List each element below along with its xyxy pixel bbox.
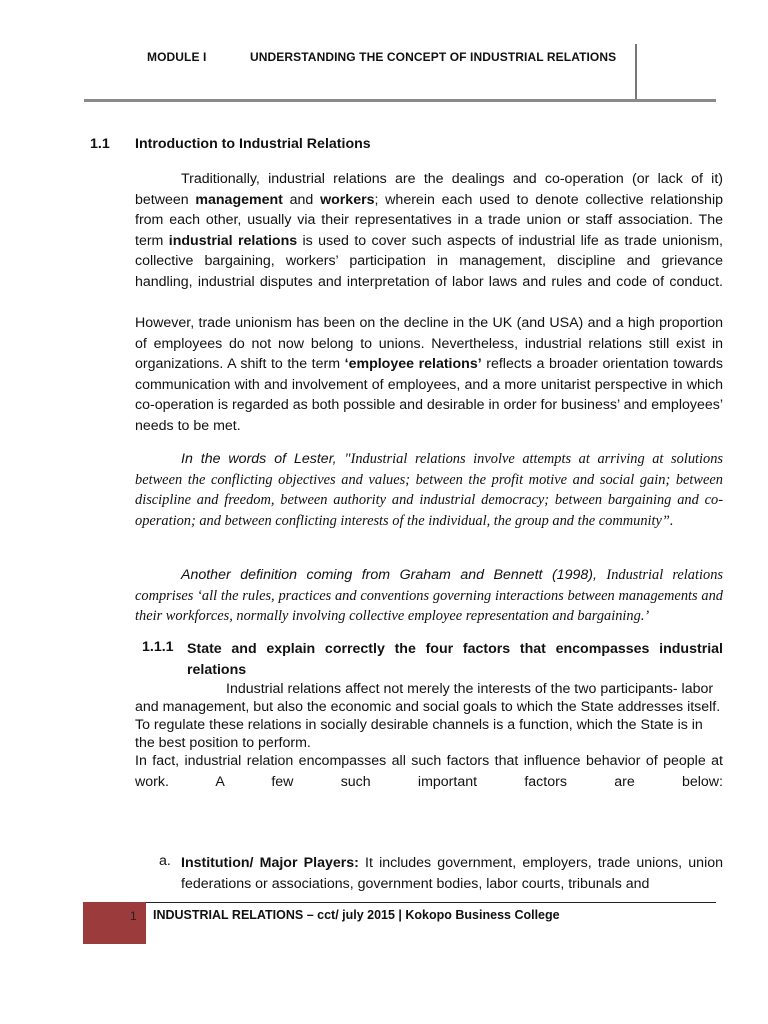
subsection-title: State and explain correctly the four factors that encompasses industrial relations: [187, 641, 723, 678]
state-role-paragraph: Industrial relations affect not merely the interests of the two participants- labor and management, but also the economic and social goals to which the State addresses itself. To regulate these relations in socially desirable channels is a function, which the State is in the best position to perform.: [135, 681, 721, 751]
list-item-text: It includes government, employers, trade unions, union federations or associations, government bodies, labor courts, tribunals and: [181, 855, 723, 892]
header-title: UNDERSTANDING THE CONCEPT OF INDUSTRIAL RELATIONS: [250, 50, 617, 64]
graham-bennett-paragraph: [135, 565, 723, 627]
section-title: Introduction to Industrial Relations: [135, 136, 371, 152]
header-vertical-divider: [635, 44, 637, 100]
footer-divider: [146, 902, 716, 903]
graham-bennett-lead: Another definition coming from Graham and Bennett (1998),: [181, 567, 607, 583]
lester-quote-lead: In the words of Lester,: [181, 451, 345, 467]
section-number: 1.1: [90, 136, 110, 152]
header-module-label: MODULE I: [147, 50, 207, 64]
lester-quote: "Industrial relations involve attempts at arriving at solutions between the conflicting objectives and values; between the profit motive and social gain; between discipline and freedom, between authority and industrial democracy; between bargaining and co-operation; and between conflicting interests of the individual, the group and the community”.: [135, 451, 723, 529]
factors-intro-paragraph: In fact, industrial relation encompasses all such factors that influence behavior of people at work. A few such important factors are below:: [135, 753, 723, 790]
lester-quote-paragraph: [135, 449, 723, 531]
footer-text: INDUSTRIAL RELATIONS – cct/ july 2015 | Kokopo Business College: [153, 908, 560, 922]
trade-union-paragraph: However, trade unionism has been on the decline in the UK (and USA) and a high proportion of employees do not now belong to unions. Nevertheless, industrial relations still exist in organizations. A shift to the term ‘employee relations’ reflects a broader orientation towards communication with and involvement of employees, and a more unitarist perspective in which co-operation is regarded as both possible and desirable in order for business’ and employees’ needs to be met.: [135, 315, 723, 434]
page-number: 1: [130, 909, 137, 923]
intro-paragraph: Traditionally, industrial relations are the dealings and co-operation (or lack of it) between management and workers; wherein each used to denote collective relationship from each other, usually via their representatives in a trade union or staff association. The term industrial relations is used to cover such aspects of industrial life as trade unionism, collective bargaining, workers’ participation in management, discipline and grievance handling, industrial disputes and interpretation of labor laws and rules and code of conduct.: [135, 171, 723, 290]
header-divider: [84, 99, 716, 102]
list-item-title: Institution/ Major Players:: [181, 855, 359, 871]
graham-bennett-quote: Industrial relations comprises ‘all the rules, practices and conventions governing interactions between managements and their workforces, normally involving collective employee representation and bargaining.’: [135, 567, 723, 624]
list-marker: a.: [159, 853, 171, 869]
subsection-number: 1.1.1: [142, 639, 174, 655]
list-item: [181, 853, 723, 894]
